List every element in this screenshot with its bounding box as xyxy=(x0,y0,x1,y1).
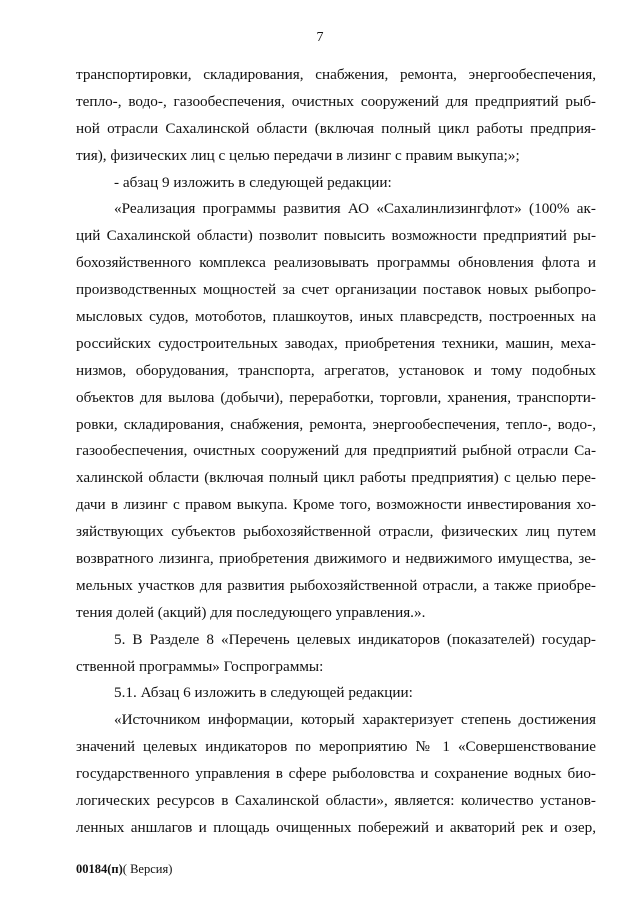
text-line: мысловых судов, мотоботов, плашкоутов, иных плавсредств, построенных на xyxy=(76,308,596,326)
text-line: ровки, складирования, снабжения, ремонта, энергообеспечения, тепло-, водо-, xyxy=(76,415,596,433)
text-line: тепло-, водо-, газообеспечения, очистных сооружений для предприятий рыб- xyxy=(76,92,596,110)
document-version: ( Версия) xyxy=(122,862,173,876)
text-line: тия), физических лиц с целью передачи в лизинг с правим выкупа;»; xyxy=(76,146,520,164)
text-line: «Реализация программы развития АО «Сахалинлизингфлот» (100% ак- xyxy=(114,200,596,218)
text-line: бохозяйственного комплекса реализовывать программы обновления флота и xyxy=(76,254,596,272)
document-code: 00184(п) xyxy=(76,862,123,876)
text-line: низмов, оборудования, транспорта, агрегатов, установок и тому подобных xyxy=(76,361,596,379)
text-line: ций Сахалинской области) позволит повысить возможности предприятий ры- xyxy=(76,227,596,245)
text-line: дачи в лизинг с правом выкупа. Кроме того, возможности инвестирования хо- xyxy=(76,496,596,514)
text-line: транспортировки, складирования, снабжения, ремонта, энергообеспечения, xyxy=(76,66,596,83)
text-line: - абзац 9 изложить в следующей редакции: xyxy=(114,173,392,191)
text-line: российских судостроительных заводах, приобретения техники, машин, меха- xyxy=(76,334,596,352)
text-line: объектов для вылова (добычи), переработки, торговли, хранения, транспорти- xyxy=(76,388,596,406)
text-line: ственной программы» Госпрограммы: xyxy=(76,657,324,675)
text-line: производственных мощностей за счет организации поставок новых рыбопро- xyxy=(76,281,596,299)
document-body xyxy=(76,62,596,842)
text-line: возвратного лизинга, приобретения движимого и недвижимого имущества, зе- xyxy=(76,550,596,568)
text-line: зяйствующих субъектов рыбохозяйственной отрасли, физических лиц путем xyxy=(76,523,596,541)
text-line: государственного управления в сфере рыболовства и сохранение водных био- xyxy=(76,765,596,783)
text-line: ной отрасли Сахалинской области (включая полный цикл работы предприя- xyxy=(76,119,596,137)
text-line: значений целевых индикаторов по мероприятию № 1 «Совершенствование xyxy=(76,738,596,756)
text-line: тения долей (акций) для последующего управления.». xyxy=(76,603,426,621)
text-line: ленных аншлагов и площадь очищенных побережий и акваторий рек и озер, xyxy=(76,818,596,836)
text-line: «Источником информации, который характеризует степень достижения xyxy=(114,711,596,729)
text-line: 5.1. Абзац 6 изложить в следующей редакции: xyxy=(114,684,413,702)
text-line: 5. В Разделе 8 «Перечень целевых индикаторов (показателей) государ- xyxy=(114,630,596,648)
text-line: мельных участков для развития рыбохозяйственной отрасли, а также приобре- xyxy=(76,576,596,594)
document-footer xyxy=(76,862,172,877)
text-line: логических ресурсов в Сахалинской области», является: количество установ- xyxy=(76,792,596,810)
text-line: халинской области (включая полный цикл работы предприятия) с целью пере- xyxy=(76,469,596,487)
page-number: 7 xyxy=(316,30,324,45)
text-line: газообеспечения, очистных сооружений для предприятий рыбной отрасли Са- xyxy=(76,442,596,460)
